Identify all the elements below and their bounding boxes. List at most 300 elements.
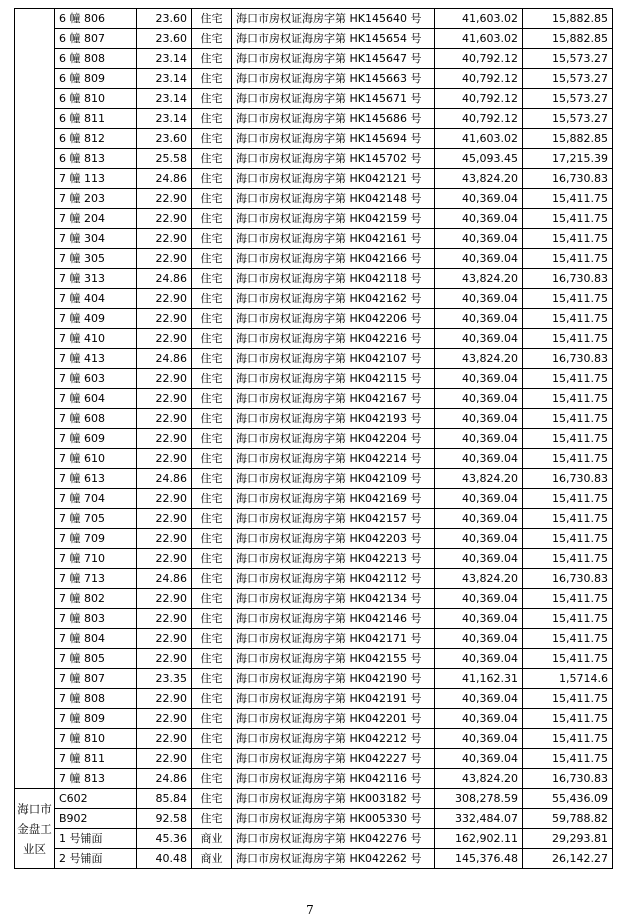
area-cell: 23.60	[137, 29, 192, 49]
page-number: 7	[306, 903, 314, 917]
value-cell: 40,369.04	[435, 449, 523, 469]
area-cell: 22.90	[137, 489, 192, 509]
amount-cell: 15,882.85	[523, 129, 613, 149]
unit-cell: 6 幢 809	[55, 69, 137, 89]
amount-cell: 15,411.75	[523, 449, 613, 469]
value-cell: 40,369.04	[435, 729, 523, 749]
table-row	[15, 709, 613, 729]
table-row	[15, 769, 613, 789]
usage-cell: 住宅	[192, 589, 232, 609]
certificate-cell: 海口市房权证海房字第 HK042201 号	[232, 709, 435, 729]
certificate-cell: 海口市房权证海房字第 HK042112 号	[232, 569, 435, 589]
certificate-cell: 海口市房权证海房字第 HK145654 号	[232, 29, 435, 49]
area-cell: 22.90	[137, 609, 192, 629]
area-cell: 23.60	[137, 129, 192, 149]
value-cell: 40,369.04	[435, 369, 523, 389]
value-cell: 40,369.04	[435, 249, 523, 269]
location-cell	[15, 9, 55, 789]
area-cell: 22.90	[137, 189, 192, 209]
certificate-cell: 海口市房权证海房字第 HK042146 号	[232, 609, 435, 629]
certificate-cell: 海口市房权证海房字第 HK042206 号	[232, 309, 435, 329]
area-cell: 24.86	[137, 349, 192, 369]
amount-cell: 16,730.83	[523, 349, 613, 369]
unit-cell: 7 幢 304	[55, 229, 137, 249]
value-cell: 40,792.12	[435, 49, 523, 69]
value-cell: 43,824.20	[435, 769, 523, 789]
unit-cell: 7 幢 203	[55, 189, 137, 209]
unit-cell: 7 幢 811	[55, 749, 137, 769]
unit-cell: 7 幢 713	[55, 569, 137, 589]
area-cell: 22.90	[137, 409, 192, 429]
amount-cell: 16,730.83	[523, 569, 613, 589]
table-row	[15, 269, 613, 289]
area-cell: 22.90	[137, 589, 192, 609]
amount-cell: 17,215.39	[523, 149, 613, 169]
area-cell: 22.90	[137, 369, 192, 389]
amount-cell: 15,411.75	[523, 629, 613, 649]
certificate-cell: 海口市房权证海房字第 HK042227 号	[232, 749, 435, 769]
amount-cell: 15,411.75	[523, 749, 613, 769]
usage-cell: 住宅	[192, 789, 232, 809]
certificate-cell: 海口市房权证海房字第 HK042161 号	[232, 229, 435, 249]
usage-cell: 住宅	[192, 649, 232, 669]
usage-cell: 住宅	[192, 229, 232, 249]
certificate-cell: 海口市房权证海房字第 HK042191 号	[232, 689, 435, 709]
amount-cell: 15,411.75	[523, 489, 613, 509]
certificate-cell: 海口市房权证海房字第 HK042214 号	[232, 449, 435, 469]
amount-cell: 15,411.75	[523, 309, 613, 329]
area-cell: 23.60	[137, 9, 192, 29]
table-row	[15, 149, 613, 169]
area-cell: 22.90	[137, 309, 192, 329]
amount-cell: 15,411.75	[523, 549, 613, 569]
area-cell: 25.58	[137, 149, 192, 169]
unit-cell: 7 幢 409	[55, 309, 137, 329]
area-cell: 22.90	[137, 709, 192, 729]
amount-cell: 15,411.75	[523, 289, 613, 309]
area-cell: 40.48	[137, 849, 192, 869]
usage-cell: 住宅	[192, 29, 232, 49]
value-cell: 40,369.04	[435, 689, 523, 709]
unit-cell: 7 幢 805	[55, 649, 137, 669]
certificate-cell: 海口市房权证海房字第 HK042118 号	[232, 269, 435, 289]
value-cell: 40,369.04	[435, 329, 523, 349]
amount-cell: 1,5714.6	[523, 669, 613, 689]
usage-cell: 住宅	[192, 709, 232, 729]
usage-cell: 住宅	[192, 369, 232, 389]
unit-cell: 6 幢 807	[55, 29, 137, 49]
unit-cell: 7 幢 603	[55, 369, 137, 389]
value-cell: 41,603.02	[435, 29, 523, 49]
table-row	[15, 489, 613, 509]
amount-cell: 15,411.75	[523, 249, 613, 269]
area-cell: 22.90	[137, 649, 192, 669]
usage-cell: 住宅	[192, 189, 232, 209]
certificate-cell: 海口市房权证海房字第 HK145647 号	[232, 49, 435, 69]
area-cell: 23.14	[137, 89, 192, 109]
amount-cell: 15,573.27	[523, 89, 613, 109]
unit-cell: 7 幢 803	[55, 609, 137, 629]
amount-cell: 15,411.75	[523, 609, 613, 629]
table-row	[15, 669, 613, 689]
unit-cell: 2 号铺面	[55, 849, 137, 869]
area-cell: 22.90	[137, 289, 192, 309]
unit-cell: 7 幢 204	[55, 209, 137, 229]
value-cell: 40,369.04	[435, 489, 523, 509]
certificate-cell: 海口市房权证海房字第 HK145671 号	[232, 89, 435, 109]
unit-cell: 7 幢 705	[55, 509, 137, 529]
table-row	[15, 89, 613, 109]
unit-cell: 6 幢 808	[55, 49, 137, 69]
area-cell: 22.90	[137, 249, 192, 269]
value-cell: 40,369.04	[435, 289, 523, 309]
usage-cell: 住宅	[192, 309, 232, 329]
amount-cell: 15,411.75	[523, 409, 613, 429]
certificate-cell: 海口市房权证海房字第 HK042276 号	[232, 829, 435, 849]
amount-cell: 15,411.75	[523, 329, 613, 349]
unit-cell: 7 幢 709	[55, 529, 137, 549]
value-cell: 40,369.04	[435, 189, 523, 209]
unit-cell: 7 幢 113	[55, 169, 137, 189]
certificate-cell: 海口市房权证海房字第 HK042203 号	[232, 529, 435, 549]
table-row	[15, 429, 613, 449]
certificate-cell: 海口市房权证海房字第 HK042116 号	[232, 769, 435, 789]
usage-cell: 住宅	[192, 349, 232, 369]
unit-cell: 7 幢 608	[55, 409, 137, 429]
table-row	[15, 809, 613, 829]
usage-cell: 商业	[192, 829, 232, 849]
amount-cell: 15,411.75	[523, 589, 613, 609]
table-row	[15, 649, 613, 669]
table-row	[15, 169, 613, 189]
usage-cell: 住宅	[192, 109, 232, 129]
table-row	[15, 609, 613, 629]
unit-cell: 7 幢 404	[55, 289, 137, 309]
value-cell: 40,369.04	[435, 389, 523, 409]
table-row	[15, 589, 613, 609]
table-row	[15, 129, 613, 149]
table-row	[15, 689, 613, 709]
amount-cell: 15,411.75	[523, 729, 613, 749]
value-cell: 40,792.12	[435, 109, 523, 129]
table-row	[15, 49, 613, 69]
unit-cell: 7 幢 609	[55, 429, 137, 449]
table-row	[15, 529, 613, 549]
amount-cell: 15,882.85	[523, 29, 613, 49]
area-cell: 22.90	[137, 629, 192, 649]
certificate-cell: 海口市房权证海房字第 HK042212 号	[232, 729, 435, 749]
table-row	[15, 9, 613, 29]
area-cell: 24.86	[137, 269, 192, 289]
certificate-cell: 海口市房权证海房字第 HK042190 号	[232, 669, 435, 689]
value-cell: 45,093.45	[435, 149, 523, 169]
amount-cell: 16,730.83	[523, 769, 613, 789]
area-cell: 23.14	[137, 69, 192, 89]
area-cell: 85.84	[137, 789, 192, 809]
value-cell: 41,603.02	[435, 129, 523, 149]
amount-cell: 15,411.75	[523, 509, 613, 529]
table-row	[15, 329, 613, 349]
certificate-cell: 海口市房权证海房字第 HK042193 号	[232, 409, 435, 429]
usage-cell: 商业	[192, 849, 232, 869]
unit-cell: 7 幢 410	[55, 329, 137, 349]
unit-cell: 7 幢 810	[55, 729, 137, 749]
certificate-cell: 海口市房权证海房字第 HK042134 号	[232, 589, 435, 609]
area-cell: 22.90	[137, 449, 192, 469]
area-cell: 24.86	[137, 769, 192, 789]
area-cell: 22.90	[137, 389, 192, 409]
usage-cell: 住宅	[192, 169, 232, 189]
value-cell: 40,369.04	[435, 509, 523, 529]
unit-cell: 7 幢 604	[55, 389, 137, 409]
area-cell: 22.90	[137, 549, 192, 569]
value-cell: 40,369.04	[435, 209, 523, 229]
amount-cell: 59,788.82	[523, 809, 613, 829]
usage-cell: 住宅	[192, 749, 232, 769]
value-cell: 332,484.07	[435, 809, 523, 829]
area-cell: 22.90	[137, 429, 192, 449]
value-cell: 145,376.48	[435, 849, 523, 869]
location-cell: 海口市金盘工业区	[15, 789, 55, 869]
table-row	[15, 29, 613, 49]
unit-cell: 7 幢 313	[55, 269, 137, 289]
amount-cell: 15,573.27	[523, 69, 613, 89]
unit-cell: 1 号铺面	[55, 829, 137, 849]
usage-cell: 住宅	[192, 729, 232, 749]
certificate-cell: 海口市房权证海房字第 HK145640 号	[232, 9, 435, 29]
certificate-cell: 海口市房权证海房字第 HK042115 号	[232, 369, 435, 389]
area-cell: 45.36	[137, 829, 192, 849]
usage-cell: 住宅	[192, 409, 232, 429]
value-cell: 308,278.59	[435, 789, 523, 809]
certificate-cell: 海口市房权证海房字第 HK042107 号	[232, 349, 435, 369]
certificate-cell: 海口市房权证海房字第 HK042159 号	[232, 209, 435, 229]
amount-cell: 15,411.75	[523, 529, 613, 549]
table-row	[15, 549, 613, 569]
unit-cell: 7 幢 809	[55, 709, 137, 729]
value-cell: 162,902.11	[435, 829, 523, 849]
usage-cell: 住宅	[192, 669, 232, 689]
unit-cell: 6 幢 810	[55, 89, 137, 109]
amount-cell: 15,573.27	[523, 49, 613, 69]
value-cell: 40,369.04	[435, 609, 523, 629]
unit-cell: 7 幢 610	[55, 449, 137, 469]
area-cell: 22.90	[137, 329, 192, 349]
property-table	[14, 8, 613, 869]
table-row	[15, 249, 613, 269]
unit-cell: 7 幢 413	[55, 349, 137, 369]
table-row	[15, 209, 613, 229]
area-cell: 24.86	[137, 569, 192, 589]
usage-cell: 住宅	[192, 69, 232, 89]
certificate-cell: 海口市房权证海房字第 HK042157 号	[232, 509, 435, 529]
certificate-cell: 海口市房权证海房字第 HK042166 号	[232, 249, 435, 269]
table-row	[15, 229, 613, 249]
value-cell: 43,824.20	[435, 349, 523, 369]
table-row	[15, 369, 613, 389]
value-cell: 40,369.04	[435, 409, 523, 429]
unit-cell: 6 幢 811	[55, 109, 137, 129]
area-cell: 22.90	[137, 749, 192, 769]
value-cell: 43,824.20	[435, 469, 523, 489]
area-cell: 23.14	[137, 49, 192, 69]
usage-cell: 住宅	[192, 289, 232, 309]
amount-cell: 15,411.75	[523, 189, 613, 209]
amount-cell: 16,730.83	[523, 269, 613, 289]
usage-cell: 住宅	[192, 769, 232, 789]
value-cell: 43,824.20	[435, 569, 523, 589]
certificate-cell: 海口市房权证海房字第 HK042171 号	[232, 629, 435, 649]
usage-cell: 住宅	[192, 9, 232, 29]
amount-cell: 15,573.27	[523, 109, 613, 129]
value-cell: 40,369.04	[435, 589, 523, 609]
certificate-cell: 海口市房权证海房字第 HK042167 号	[232, 389, 435, 409]
usage-cell: 住宅	[192, 609, 232, 629]
usage-cell: 住宅	[192, 329, 232, 349]
value-cell: 40,792.12	[435, 89, 523, 109]
certificate-cell: 海口市房权证海房字第 HK042213 号	[232, 549, 435, 569]
unit-cell: 6 幢 806	[55, 9, 137, 29]
amount-cell: 15,411.75	[523, 369, 613, 389]
table-row	[15, 189, 613, 209]
certificate-cell: 海口市房权证海房字第 HK042121 号	[232, 169, 435, 189]
table-row	[15, 749, 613, 769]
usage-cell: 住宅	[192, 49, 232, 69]
usage-cell: 住宅	[192, 129, 232, 149]
area-cell: 22.90	[137, 209, 192, 229]
certificate-cell: 海口市房权证海房字第 HK042109 号	[232, 469, 435, 489]
amount-cell: 15,411.75	[523, 389, 613, 409]
table-row	[15, 349, 613, 369]
usage-cell: 住宅	[192, 249, 232, 269]
usage-cell: 住宅	[192, 509, 232, 529]
amount-cell: 15,411.75	[523, 229, 613, 249]
table-row	[15, 849, 613, 869]
certificate-cell: 海口市房权证海房字第 HK042155 号	[232, 649, 435, 669]
area-cell: 22.90	[137, 529, 192, 549]
amount-cell: 16,730.83	[523, 169, 613, 189]
unit-cell: C602	[55, 789, 137, 809]
area-cell: 23.35	[137, 669, 192, 689]
amount-cell: 15,411.75	[523, 649, 613, 669]
amount-cell: 26,142.27	[523, 849, 613, 869]
table-row	[15, 629, 613, 649]
area-cell: 92.58	[137, 809, 192, 829]
area-cell: 22.90	[137, 509, 192, 529]
table-row	[15, 469, 613, 489]
table-row	[15, 289, 613, 309]
usage-cell: 住宅	[192, 269, 232, 289]
unit-cell: 7 幢 710	[55, 549, 137, 569]
value-cell: 41,603.02	[435, 9, 523, 29]
usage-cell: 住宅	[192, 449, 232, 469]
unit-cell: 7 幢 807	[55, 669, 137, 689]
area-cell: 22.90	[137, 689, 192, 709]
certificate-cell: 海口市房权证海房字第 HK042204 号	[232, 429, 435, 449]
certificate-cell: 海口市房权证海房字第 HK042169 号	[232, 489, 435, 509]
area-cell: 23.14	[137, 109, 192, 129]
table-row	[15, 509, 613, 529]
unit-cell: 7 幢 808	[55, 689, 137, 709]
table-row	[15, 449, 613, 469]
certificate-cell: 海口市房权证海房字第 HK005330 号	[232, 809, 435, 829]
certificate-cell: 海口市房权证海房字第 HK042262 号	[232, 849, 435, 869]
usage-cell: 住宅	[192, 489, 232, 509]
value-cell: 43,824.20	[435, 269, 523, 289]
table-row	[15, 309, 613, 329]
usage-cell: 住宅	[192, 149, 232, 169]
usage-cell: 住宅	[192, 429, 232, 449]
usage-cell: 住宅	[192, 549, 232, 569]
value-cell: 40,369.04	[435, 429, 523, 449]
value-cell: 40,369.04	[435, 629, 523, 649]
value-cell: 40,369.04	[435, 649, 523, 669]
unit-cell: 6 幢 812	[55, 129, 137, 149]
value-cell: 40,369.04	[435, 549, 523, 569]
table-row	[15, 729, 613, 749]
usage-cell: 住宅	[192, 629, 232, 649]
amount-cell: 15,411.75	[523, 709, 613, 729]
amount-cell: 15,411.75	[523, 209, 613, 229]
certificate-cell: 海口市房权证海房字第 HK145686 号	[232, 109, 435, 129]
usage-cell: 住宅	[192, 809, 232, 829]
certificate-cell: 海口市房权证海房字第 HK042162 号	[232, 289, 435, 309]
certificate-cell: 海口市房权证海房字第 HK042216 号	[232, 329, 435, 349]
value-cell: 40,369.04	[435, 229, 523, 249]
usage-cell: 住宅	[192, 569, 232, 589]
unit-cell: B902	[55, 809, 137, 829]
unit-cell: 7 幢 804	[55, 629, 137, 649]
value-cell: 40,369.04	[435, 749, 523, 769]
value-cell: 41,162.31	[435, 669, 523, 689]
amount-cell: 15,882.85	[523, 9, 613, 29]
usage-cell: 住宅	[192, 529, 232, 549]
unit-cell: 7 幢 613	[55, 469, 137, 489]
amount-cell: 16,730.83	[523, 469, 613, 489]
table-row	[15, 109, 613, 129]
area-cell: 22.90	[137, 729, 192, 749]
usage-cell: 住宅	[192, 209, 232, 229]
value-cell: 43,824.20	[435, 169, 523, 189]
table-row	[15, 829, 613, 849]
table-row	[15, 389, 613, 409]
unit-cell: 6 幢 813	[55, 149, 137, 169]
unit-cell: 7 幢 704	[55, 489, 137, 509]
usage-cell: 住宅	[192, 389, 232, 409]
value-cell: 40,369.04	[435, 709, 523, 729]
area-cell: 24.86	[137, 169, 192, 189]
table-row	[15, 789, 613, 809]
amount-cell: 29,293.81	[523, 829, 613, 849]
unit-cell: 7 幢 813	[55, 769, 137, 789]
amount-cell: 15,411.75	[523, 689, 613, 709]
usage-cell: 住宅	[192, 689, 232, 709]
certificate-cell: 海口市房权证海房字第 HK003182 号	[232, 789, 435, 809]
amount-cell: 55,436.09	[523, 789, 613, 809]
unit-cell: 7 幢 802	[55, 589, 137, 609]
table-row	[15, 409, 613, 429]
certificate-cell: 海口市房权证海房字第 HK145702 号	[232, 149, 435, 169]
area-cell: 22.90	[137, 229, 192, 249]
amount-cell: 15,411.75	[523, 429, 613, 449]
unit-cell: 7 幢 305	[55, 249, 137, 269]
certificate-cell: 海口市房权证海房字第 HK145663 号	[232, 69, 435, 89]
table-row	[15, 69, 613, 89]
value-cell: 40,369.04	[435, 309, 523, 329]
certificate-cell: 海口市房权证海房字第 HK042148 号	[232, 189, 435, 209]
table-row	[15, 569, 613, 589]
value-cell: 40,369.04	[435, 529, 523, 549]
